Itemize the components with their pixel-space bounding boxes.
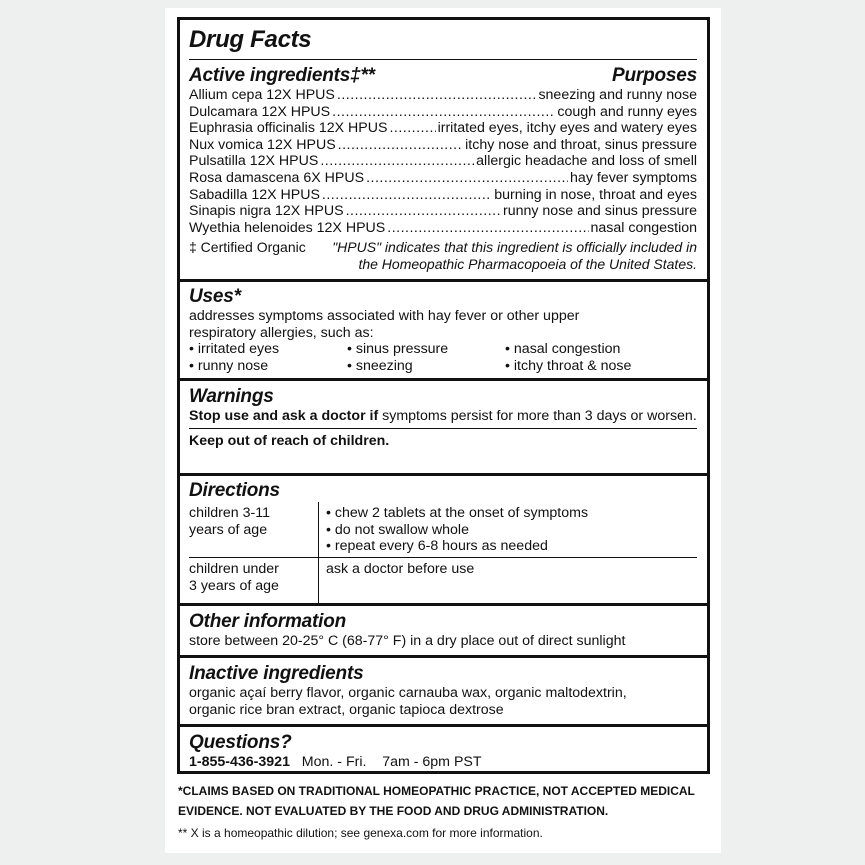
claims-line1: *CLAIMS BASED ON TRADITIONAL HOMEOPATHIC PRACTICE, NOT ACCEPTED MEDICAL xyxy=(178,784,695,798)
ingredient-name: Euphrasia officinalis 12X HPUS xyxy=(189,120,388,137)
ingredient-name: Allium cepa 12X HPUS xyxy=(189,87,335,103)
title-section xyxy=(180,26,707,54)
claims-disclaimer xyxy=(178,781,718,821)
warnings-heading: Warnings xyxy=(189,386,274,407)
title-rule xyxy=(189,59,697,60)
uses-bullet: • runny nose xyxy=(189,357,269,374)
uses-heading: Uses* xyxy=(189,286,241,307)
ingredient-purpose: allergic headache and loss of smell xyxy=(476,153,697,170)
phone-number: 1-855-436-3921 xyxy=(189,754,290,770)
other-info-text: store between 20-25° C (68-77° F) in a dry place out of direct sunlight xyxy=(189,633,626,649)
ingredient-purpose: hay fever symptoms xyxy=(570,169,697,186)
leader-dots xyxy=(338,137,463,154)
inactive-heading: Inactive ingredients xyxy=(189,663,364,684)
ingredient-row xyxy=(189,187,697,204)
ingredient-purpose: runny nose and sinus pressure xyxy=(502,203,697,220)
direction-bullet: • do not swallow whole xyxy=(326,521,469,538)
ingredient-name: Sinapis nigra 12X HPUS xyxy=(189,203,344,220)
directions-row-2 xyxy=(189,558,697,605)
ingredient-row xyxy=(189,153,697,170)
other-info-heading: Other information xyxy=(189,611,347,632)
hpus-note-line1: "HPUS" indicates that this ingredient is officially included in xyxy=(332,239,697,256)
questions-section xyxy=(180,727,707,775)
stop-use-text xyxy=(189,408,697,428)
ingredient-name: Nux vomica 12X HPUS xyxy=(189,136,336,153)
inactive-line1: organic açaí berry flavor, organic carnauba wax, organic maltodextrin, xyxy=(189,685,627,701)
ingredient-row xyxy=(189,170,697,187)
leader-dots xyxy=(337,87,537,104)
questions-heading: Questions? xyxy=(189,732,292,753)
hpus-note-line2: the Homeopathic Pharmacopoeia of the United States. xyxy=(358,255,697,272)
ingredient-list xyxy=(189,87,697,236)
ingredient-name: Sabadilla 12X HPUS xyxy=(189,186,320,203)
leader-dots xyxy=(387,220,588,237)
direction-bullet: • chew 2 tablets at the onset of symptoms xyxy=(326,505,589,521)
ingredient-row xyxy=(189,220,697,237)
ingredient-purpose: burning in nose, throat and eyes xyxy=(494,186,697,203)
leader-dots xyxy=(332,104,555,121)
footnote-row xyxy=(189,239,697,256)
ingredient-row xyxy=(189,120,697,137)
ingredient-purpose: sneezing and runny nose xyxy=(538,87,697,103)
dir-row1-instructions xyxy=(319,502,697,557)
ingredient-row xyxy=(189,203,697,220)
ingredient-row xyxy=(189,87,697,104)
keep-out-text: Keep out of reach of children. xyxy=(189,432,390,449)
hours-text: Mon. - Fri. 7am - 6pm PST xyxy=(301,754,482,770)
direction-bullet: • repeat every 6-8 hours as needed xyxy=(326,538,548,555)
directions-heading: Directions xyxy=(189,480,280,501)
claims-line2: EVIDENCE. NOT EVALUATED BY THE FOOD AND DRUG ADMINISTRATION. xyxy=(178,804,609,818)
ingredient-name: Dulcamara 12X HPUS xyxy=(189,103,331,120)
purposes-heading: Purposes xyxy=(612,65,697,86)
uses-bullets xyxy=(189,341,697,374)
uses-bullet: • sneezing xyxy=(347,357,413,374)
ingredient-name: Pulsatilla 12X HPUS xyxy=(189,153,319,170)
uses-text: addresses symptoms associated with hay fever or other upper respiratory allergies, such as: xyxy=(189,308,580,341)
ingredient-row xyxy=(189,104,697,121)
drug-facts-panel xyxy=(177,17,710,774)
dir-row2-age-line2: 3 years of age xyxy=(189,577,279,594)
stop-use-bold: Stop use and ask a doctor if xyxy=(189,408,379,424)
other-info-section xyxy=(180,606,707,658)
ingredient-row xyxy=(189,137,697,154)
leader-dots xyxy=(366,170,568,187)
uses-section xyxy=(180,282,707,381)
leader-dots xyxy=(389,120,435,137)
dir-row2-age-line1: children under xyxy=(189,561,279,577)
inactive-line2: organic rice bran extract, organic tapioca dextrose xyxy=(189,701,504,718)
ingredient-purpose: irritated eyes, itchy eyes and watery eyes xyxy=(437,120,697,137)
uses-bullet: • irritated eyes xyxy=(189,341,280,358)
leader-dots xyxy=(320,153,474,170)
certified-organic-note: ‡ Certified Organic xyxy=(189,239,306,256)
dir-row2-instructions: ask a doctor before use xyxy=(326,561,475,577)
ingredient-name: Rosa damascena 6X HPUS xyxy=(189,169,365,186)
ingredient-purpose: nasal congestion xyxy=(590,219,697,236)
page-title: Drug Facts xyxy=(189,26,312,53)
leader-dots xyxy=(346,203,501,220)
warnings-section xyxy=(180,381,707,476)
dir-row1-age-line1: children 3-11 xyxy=(189,505,270,521)
inactive-section xyxy=(180,658,707,727)
active-ingredients-heading: Active ingredients‡** xyxy=(189,65,375,86)
ingredient-purpose: itchy nose and throat, sinus pressure xyxy=(465,136,697,153)
stop-use-rest: symptoms persist for more than 3 days or worsen. xyxy=(378,408,697,424)
uses-bullet: • nasal congestion xyxy=(505,341,621,358)
dilution-note: ** X is a homeopathic dilution; see genexa.com for more information. xyxy=(178,826,543,840)
uses-bullet: • itchy throat & nose xyxy=(505,357,632,374)
ingredient-purpose: cough and runny eyes xyxy=(557,103,697,120)
dir-row1-age-line2: years of age xyxy=(189,521,268,538)
uses-bullet: • sinus pressure xyxy=(347,341,449,358)
directions-row-1 xyxy=(189,502,697,558)
directions-table xyxy=(189,502,697,605)
ingredient-name: Wyethia helenoides 12X HPUS xyxy=(189,219,386,236)
active-ingredients-section xyxy=(180,61,707,282)
leader-dots xyxy=(322,187,492,204)
